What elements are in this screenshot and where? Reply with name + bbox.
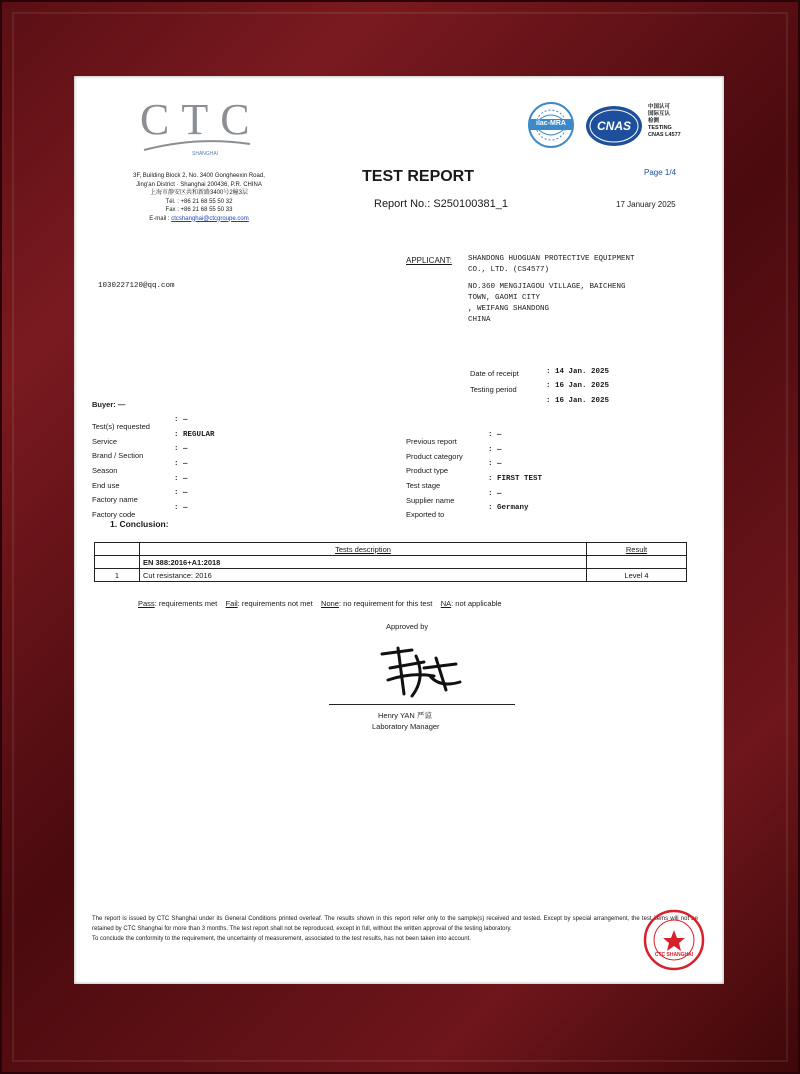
signatory-title: Laboratory Manager	[372, 722, 440, 731]
detail-row	[406, 431, 666, 446]
detail-row	[92, 460, 332, 475]
legend-key-pass: Pass	[138, 599, 155, 608]
stamp-label: CTC SHANGHAI	[654, 952, 694, 958]
detail-value: : —	[174, 489, 188, 498]
legend-text: : requirements met	[154, 599, 218, 608]
detail-value: : —	[488, 431, 502, 439]
detail-value: : FIRST TEST	[488, 475, 543, 484]
testing-period-end: : 16 Jan. 2025	[546, 397, 610, 405]
standard-row	[95, 556, 687, 569]
detail-value: : —	[174, 474, 188, 483]
detail-row	[92, 475, 332, 490]
applicant-name-line: SHANDONG HUOGUAN PROTECTIVE EQUIPMENT	[468, 255, 635, 263]
tests-table	[94, 542, 687, 582]
buyer-field	[92, 400, 125, 409]
detail-value: : —	[174, 416, 188, 424]
address-line: 上海市静安区共和新路3400号2幢3层	[149, 190, 249, 196]
email-label: E-mail :	[149, 215, 170, 222]
detail-row	[406, 490, 666, 505]
details-left	[92, 416, 332, 519]
conclusion-heading: 1. Conclusion:	[110, 519, 169, 529]
col-tests-description: Tests description	[140, 543, 587, 556]
report-number	[374, 198, 508, 210]
detail-value: : —	[174, 504, 188, 513]
testing-period-start: : 16 Jan. 2025	[546, 382, 610, 390]
cnas-text-line: 国际互认	[648, 111, 671, 117]
testing-period-label: Testing period	[470, 385, 517, 394]
detail-value: : —	[488, 460, 502, 469]
report-title: TEST REPORT	[362, 168, 475, 185]
legend-text: : not applicable	[451, 599, 502, 608]
detail-row	[92, 489, 332, 504]
detail-label: Factory code	[92, 510, 136, 520]
detail-label: Service	[92, 436, 118, 446]
detail-label: Product category	[406, 451, 463, 461]
cnas-text-line: 中国认可	[648, 104, 671, 110]
address-line: Jing'an District · Shanghai 200436, P.R. CHINA	[136, 181, 262, 188]
detail-label: Supplier name	[406, 495, 455, 505]
detail-value: : —	[488, 445, 502, 454]
details-right	[406, 431, 666, 519]
detail-row	[406, 504, 666, 519]
cnas-text-line: CNAS L4577	[648, 132, 681, 138]
detail-row	[406, 460, 666, 475]
legend-text: : requirements not met	[237, 599, 313, 608]
row-number: 1	[95, 569, 140, 582]
address-line: 3F, Building Block 2, No. 3400 Gongheexin Road,	[133, 173, 265, 179]
detail-value: : —	[488, 489, 502, 498]
signatory-name: Henry YAN 严谅	[378, 711, 432, 720]
detail-label: Brand / Section	[92, 451, 144, 461]
approved-by-label: Approved by	[386, 622, 429, 631]
buyer-label: Buyer:	[92, 400, 116, 409]
footer-disclaimer	[92, 914, 698, 944]
page-number: Page 1/4	[644, 168, 677, 177]
tests-table-header	[95, 543, 687, 556]
applicant-address-line: NO.360 MENGJIAGOU VILLAGE, BAICHENG	[468, 283, 626, 291]
detail-row	[406, 475, 666, 490]
signature-line	[329, 704, 515, 705]
legend-key-fail: Fail	[225, 599, 238, 608]
applicant-name	[468, 254, 635, 276]
signature	[364, 638, 474, 700]
ctc-logo: CTC	[140, 95, 262, 144]
ilac-mra-label: ilac-MRA	[536, 120, 566, 127]
detail-value: : Germany	[488, 504, 529, 513]
report-date: 17 January 2025	[616, 200, 676, 209]
applicant-name-line: CO., LTD. (CS4577)	[468, 266, 550, 274]
report-number-label: Report No.:	[374, 198, 431, 210]
company-stamp	[642, 908, 706, 972]
applicant-address-line: , WEIFANG SHANDONG	[468, 305, 550, 313]
result-legend	[138, 599, 502, 608]
conformity-note: To conclude the conformity to the requirement, the uncertainty of measurement, associated to the test results, has not been taken into account.	[92, 936, 471, 942]
applicant-address-line: CHINA	[468, 316, 491, 324]
legend-key-none: None	[321, 599, 339, 608]
cnas-accreditation-text	[648, 104, 681, 139]
contact-email: 1030227120@qq.com	[98, 282, 175, 290]
applicant-label: APPLICANT:	[406, 256, 452, 265]
cnas-label: CNAS	[596, 119, 631, 133]
detail-value: : —	[174, 460, 188, 469]
applicant-address	[468, 282, 626, 326]
disclaimer-text: The report is issued by CTC Shanghai under its General Conditions printed overleaf. The results shown in this report refer only to the sample(s) received and tested. Except by special arrangement, the test items will not be retained by CTC Shanghai for more than 3 months. The test report shall not be reproduced, except in full, without the written approval of the testing laboratory.	[92, 916, 698, 932]
date-of-receipt-label: Date of receipt	[470, 369, 519, 378]
detail-row	[92, 431, 332, 446]
detail-value: : —	[174, 445, 188, 454]
detail-value: : REGULAR	[174, 430, 215, 439]
detail-row	[92, 445, 332, 460]
detail-label: Exported to	[406, 510, 445, 520]
cnas-text-line: 检测	[648, 118, 660, 124]
test-report-document	[74, 76, 724, 984]
applicant-address-line: TOWN, GAOMI CITY	[468, 294, 541, 302]
cnas-text-line: TESTING	[648, 125, 672, 131]
ctc-logo-subtitle: SHANGHAI	[192, 151, 219, 157]
test-standard: EN 388:2016+A1:2018	[140, 556, 587, 569]
fax-line: Fax : +86 21 68 55 50 33	[165, 207, 233, 213]
detail-label: Factory name	[92, 495, 138, 505]
detail-label: Test(s) requested	[92, 422, 150, 431]
lab-address	[104, 172, 294, 223]
date-of-receipt-value: : 14 Jan. 2025	[546, 368, 610, 376]
detail-label: Product type	[406, 466, 449, 476]
buyer-value: —	[117, 400, 126, 409]
report-number-value: S250100381_1	[433, 198, 508, 210]
legend-text: : no requirement for this test	[338, 599, 433, 608]
detail-label: End use	[92, 480, 120, 490]
lab-email-link[interactable]: ctcshanghai@ctcgroupe.com	[171, 215, 249, 222]
row-description: Cut resistance: 2016	[140, 569, 587, 582]
detail-label: Previous report	[406, 437, 457, 446]
col-result: Result	[587, 543, 687, 556]
detail-row	[406, 446, 666, 461]
legend-key-na: NA	[440, 599, 452, 608]
detail-label: Test stage	[406, 481, 441, 491]
phone-line: Tél. : +86 21 68 55 50 32	[165, 198, 233, 205]
row-result: Level 4	[587, 569, 687, 582]
detail-row	[92, 416, 332, 431]
detail-label: Season	[92, 466, 118, 476]
detail-row	[92, 504, 332, 519]
table-row	[95, 569, 687, 582]
